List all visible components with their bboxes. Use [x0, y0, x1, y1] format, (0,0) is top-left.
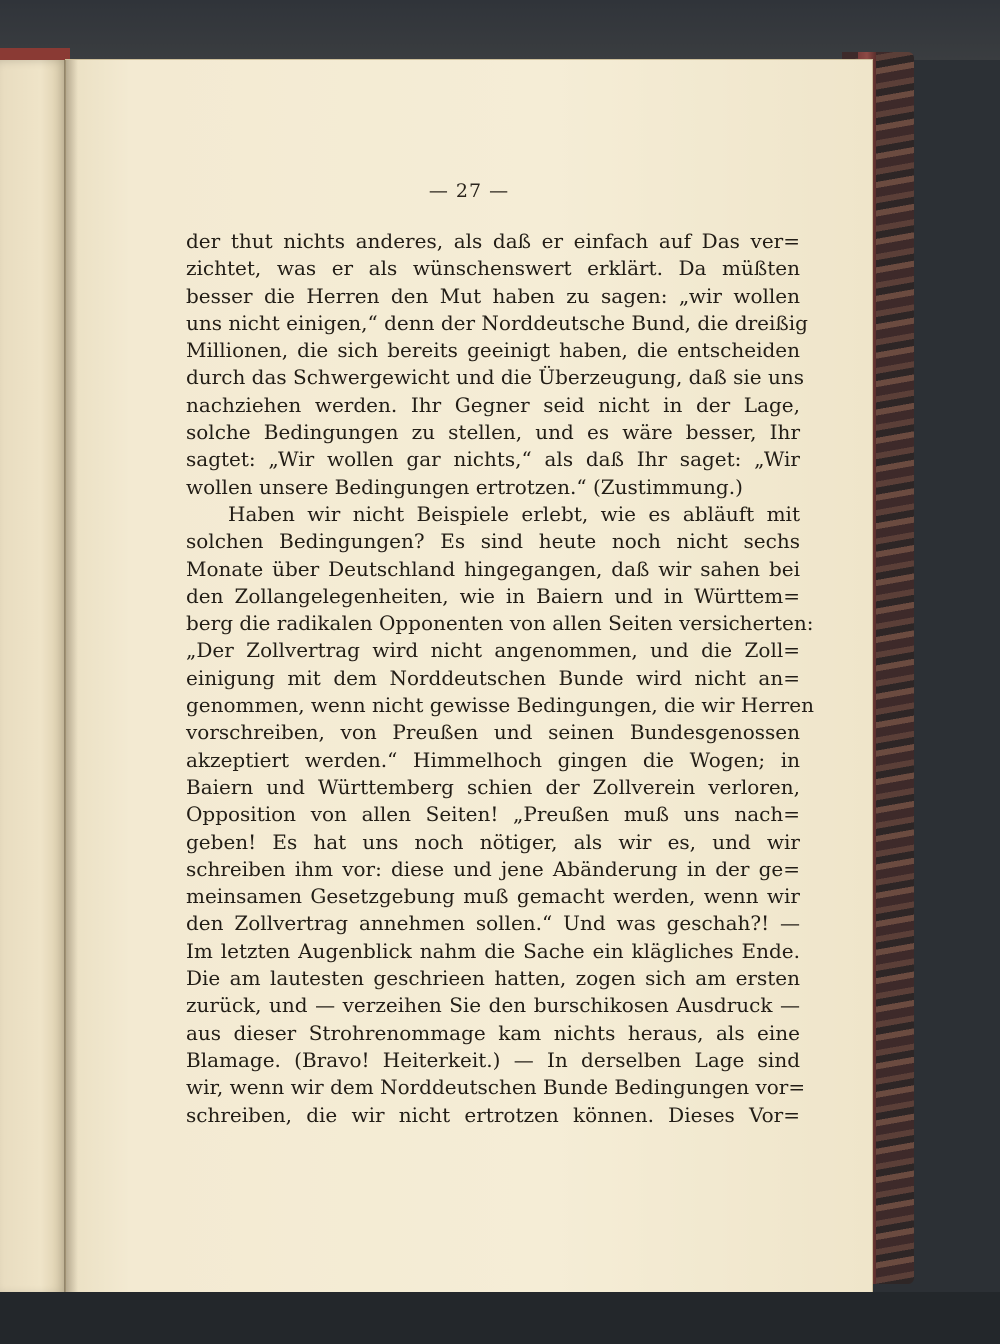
text-line: solchen Bedingungen? Es sind heute noch nicht sechs — [186, 529, 800, 554]
text-line: solche Bedingungen zu stellen, und es wäre besser, Ihr — [186, 420, 800, 445]
text-line: wollen unsere Bedingungen ertrotzen.“ (Zustimmung.) — [186, 474, 743, 499]
text-line: berg die radikalen Opponenten von allen Seiten versicherten: — [186, 611, 814, 636]
page-number: — 27 — — [428, 180, 510, 202]
text-line: zurück, und — verzeihen Sie den burschikosen Ausdruck — — [186, 993, 800, 1018]
text-line: den Zollvertrag annehmen sollen.“ Und was geschah?! — — [186, 911, 800, 936]
text-line: den Zollangelegenheiten, wie in Baiern und in Württem= — [186, 583, 800, 608]
text-line: Die am lautesten geschrieen hatten, zogen sich am ersten — [186, 966, 800, 991]
scan-background — [0, 0, 1000, 60]
text-line: schreiben, die wir nicht ertrotzen können. Dieses Vor= — [186, 1102, 800, 1127]
text-line: Opposition von allen Seiten! „Preußen muß uns nach= — [186, 802, 800, 827]
text-line: geben! Es hat uns noch nötiger, als wir es, und wir — [186, 829, 800, 854]
scan-background-bottom — [0, 1292, 1000, 1344]
text-line: sagtet: „Wir wollen gar nichts,“ als daß Ihr saget: „Wir — [186, 447, 800, 472]
text-line: „Der Zollvertrag wird nicht angenommen, und die Zoll= — [186, 638, 800, 663]
text-line: einigung mit dem Norddeutschen Bunde wird nicht an= — [186, 665, 800, 690]
text-line: Millionen, die sich bereits geeinigt haben, die entscheiden — [186, 338, 800, 363]
text-line: Haben wir nicht Beispiele erlebt, wie es abläuft mit — [228, 501, 800, 526]
text-line: Im letzten Augenblick nahm die Sache ein klägliches Ende. — [186, 938, 800, 963]
text-line: genommen, wenn nicht gewisse Bedingungen, die wir Herren — [186, 693, 814, 718]
text-line: vorschreiben, von Preußen und seinen Bundesgenossen — [186, 720, 800, 745]
text-line: Blamage. (Bravo! Heiterkeit.) — In derselben Lage sind — [186, 1047, 800, 1072]
text-line: besser die Herren den Mut haben zu sagen: „wir wollen — [186, 283, 800, 308]
text-line: wir, wenn wir dem Norddeutschen Bunde Bedingungen vor= — [186, 1075, 806, 1100]
text-line: aus dieser Strohrenommage kam nichts heraus, als eine — [186, 1020, 800, 1045]
text-line: uns nicht einigen,“ denn der Norddeutsche Bund, die dreißig — [186, 310, 808, 335]
text-line: der thut nichts anderes, als daß er einfach auf Das ver= — [186, 229, 800, 253]
book-page — [66, 60, 872, 1292]
text-line: meinsamen Gesetzgebung muß gemacht werden, wenn wir — [186, 884, 800, 909]
text-line: nachziehen werden. Ihr Gegner seid nicht in der Lage, — [186, 392, 800, 417]
body-text — [186, 228, 814, 1129]
text-line: Baiern und Württemberg schien der Zollverein verloren, — [186, 774, 800, 799]
text-line: durch das Schwergewicht und die Überzeugung, daß sie uns — [186, 365, 804, 390]
text-line: akzeptiert werden.“ Himmelhoch gingen die Wogen; in — [186, 747, 800, 772]
text-line: Monate über Deutschland hingegangen, daß wir sahen bei — [186, 556, 800, 581]
spine-shadow — [64, 60, 78, 1295]
facing-page-edge — [0, 60, 70, 1295]
text-line: schreiben ihm vor: diese und jene Abänderung in der ge= — [186, 856, 800, 881]
text-line: zichtet, was er als wünschenswert erklärt. Da müßten — [186, 256, 800, 281]
